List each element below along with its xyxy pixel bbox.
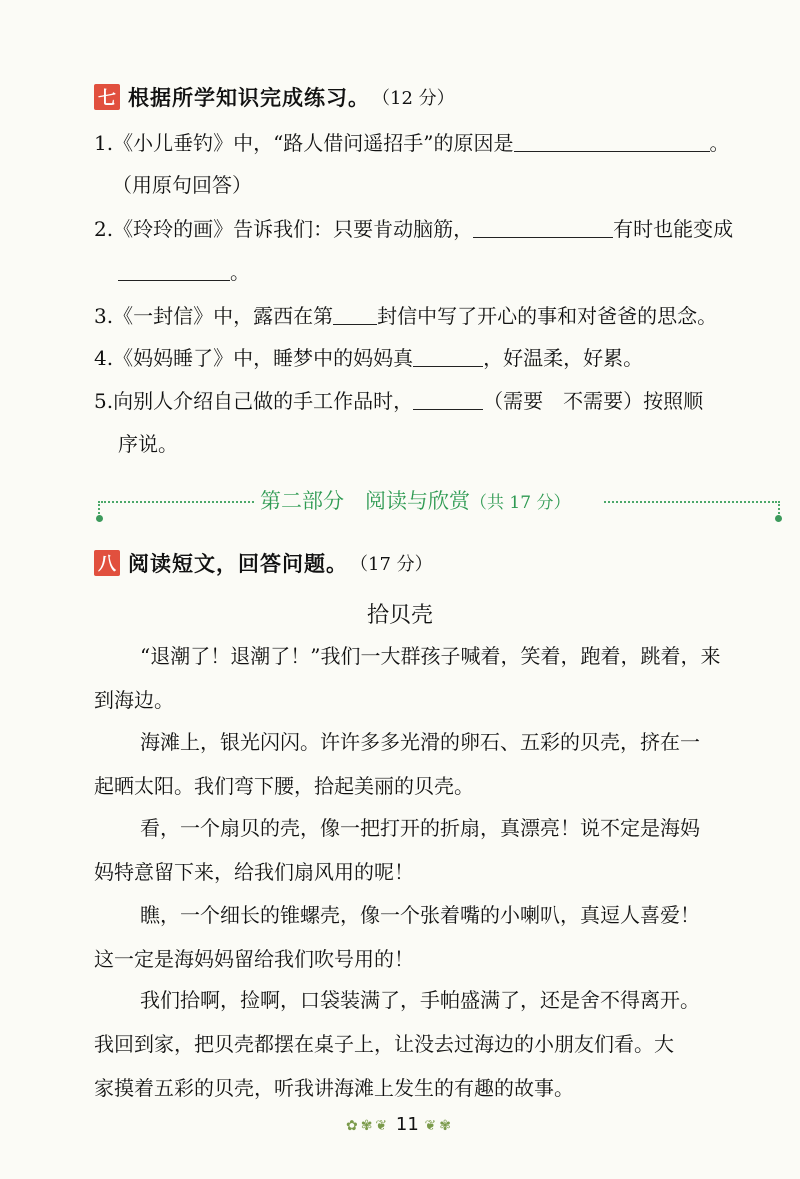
- divider-right-dots: [604, 501, 774, 503]
- question-5-line-2: 序说。: [118, 432, 178, 456]
- article-paragraph-3: [94, 806, 784, 894]
- question-4-answer-blank[interactable]: [413, 344, 483, 367]
- question-3-text-b: 封信中写了开心的事和对爸爸的思念。: [377, 304, 718, 328]
- page-footer: [0, 1114, 800, 1135]
- paragraph-3-line-2: 妈特意留下来，给我们扇风用的呢！: [94, 860, 414, 884]
- section-8-heading: [94, 548, 433, 578]
- question-2-line-2: [118, 256, 250, 288]
- part-2-title-text: 第二部分 阅读与欣赏: [260, 489, 470, 513]
- question-4-text-a: 4.《妈妈睡了》中，睡梦中的妈妈真: [94, 346, 414, 370]
- question-4: [94, 342, 643, 374]
- question-3-text-a: 3.《一封信》中，露西在第: [94, 304, 334, 328]
- part-2-score: （共 17 分）: [470, 493, 571, 513]
- section-7-score: （12 分）: [372, 88, 455, 109]
- question-1-end: 。: [709, 131, 730, 155]
- question-2-text: 2.《玲玲的画》告诉我们：只要肯动脑筋，: [94, 217, 474, 241]
- article-paragraph-2: [94, 720, 784, 808]
- paragraph-5-line-3: 家摸着五彩的贝壳，听我讲海滩上发生的有趣的故事。: [94, 1076, 574, 1100]
- question-3: [94, 300, 717, 332]
- part-2-title: [260, 485, 570, 515]
- page-number: 11: [395, 1114, 419, 1135]
- section-7-title: 根据所学知识完成练习。: [128, 86, 370, 110]
- question-1-text: 1.《小儿垂钓》中，“路人借问遥招手”的原因是: [94, 131, 514, 155]
- paragraph-1-line-2: 到海边。: [94, 688, 174, 712]
- question-5: [94, 385, 703, 417]
- question-5-text-b: （需要 不需要）按照顺: [483, 389, 704, 413]
- paragraph-2-line-1: 海滩上，银光闪闪。许许多多光滑的卵石、五彩的贝壳，挤在一: [140, 730, 700, 754]
- question-5-answer-blank[interactable]: [413, 387, 483, 410]
- section-8-score: （17 分）: [350, 554, 433, 575]
- question-4-text-b: ，好温柔，好累。: [483, 346, 644, 370]
- question-2-answer-blank-1[interactable]: [473, 215, 613, 238]
- divider-left-dot: [96, 515, 103, 522]
- part-2-divider: [98, 483, 780, 523]
- article-paragraph-5: [94, 978, 784, 1110]
- divider-left-dots: [104, 501, 254, 503]
- paragraph-2-line-2: 起晒太阳。我们弯下腰，拾起美丽的贝壳。: [94, 774, 474, 798]
- paragraph-1-line-1: “退潮了！退潮了！”我们一大群孩子喊着，笑着，跑着，跳着，来: [140, 644, 721, 668]
- question-2-end: 。: [230, 260, 250, 284]
- leaf-ornament-right-icon: ❦✾: [424, 1118, 455, 1134]
- question-5-text-a: 5.向别人介绍自己做的手工作品时，: [94, 389, 414, 413]
- question-2-answer-blank-2[interactable]: [118, 258, 230, 281]
- section-8-badge: 八: [94, 550, 120, 576]
- article-paragraph-1: [94, 634, 784, 722]
- question-1-note: （用原句回答）: [112, 173, 252, 197]
- paragraph-5-line-1: 我们拾啊，捡啊，口袋装满了，手帕盛满了，还是舍不得离开。: [140, 988, 700, 1012]
- section-7-badge: 七: [94, 84, 120, 110]
- divider-right-dot: [775, 515, 782, 522]
- question-1-answer-blank[interactable]: [514, 129, 710, 152]
- paragraph-5-line-2: 我回到家，把贝壳都摆在桌子上，让没去过海边的小朋友们看。大: [94, 1032, 674, 1056]
- question-2-mid: 有时也能变成: [613, 217, 734, 241]
- article-paragraph-4: [94, 893, 784, 981]
- section-7-heading: [94, 82, 455, 112]
- paragraph-4-line-2: 这一定是海妈妈留给我们吹号用的！: [94, 947, 414, 971]
- leaf-ornament-left-icon: ✿✾❦: [345, 1118, 391, 1134]
- question-3-answer-blank[interactable]: [333, 302, 377, 325]
- section-8-title: 阅读短文，回答问题。: [128, 552, 348, 576]
- paragraph-3-line-1: 看，一个扇贝的壳，像一把打开的折扇，真漂亮！说不定是海妈: [140, 816, 700, 840]
- question-2: [94, 213, 733, 245]
- paragraph-4-line-1: 瞧，一个细长的锥螺壳，像一个张着嘴的小喇叭，真逗人喜爱！: [140, 903, 700, 927]
- article-title: 拾贝壳: [366, 603, 433, 628]
- question-1: [94, 127, 730, 159]
